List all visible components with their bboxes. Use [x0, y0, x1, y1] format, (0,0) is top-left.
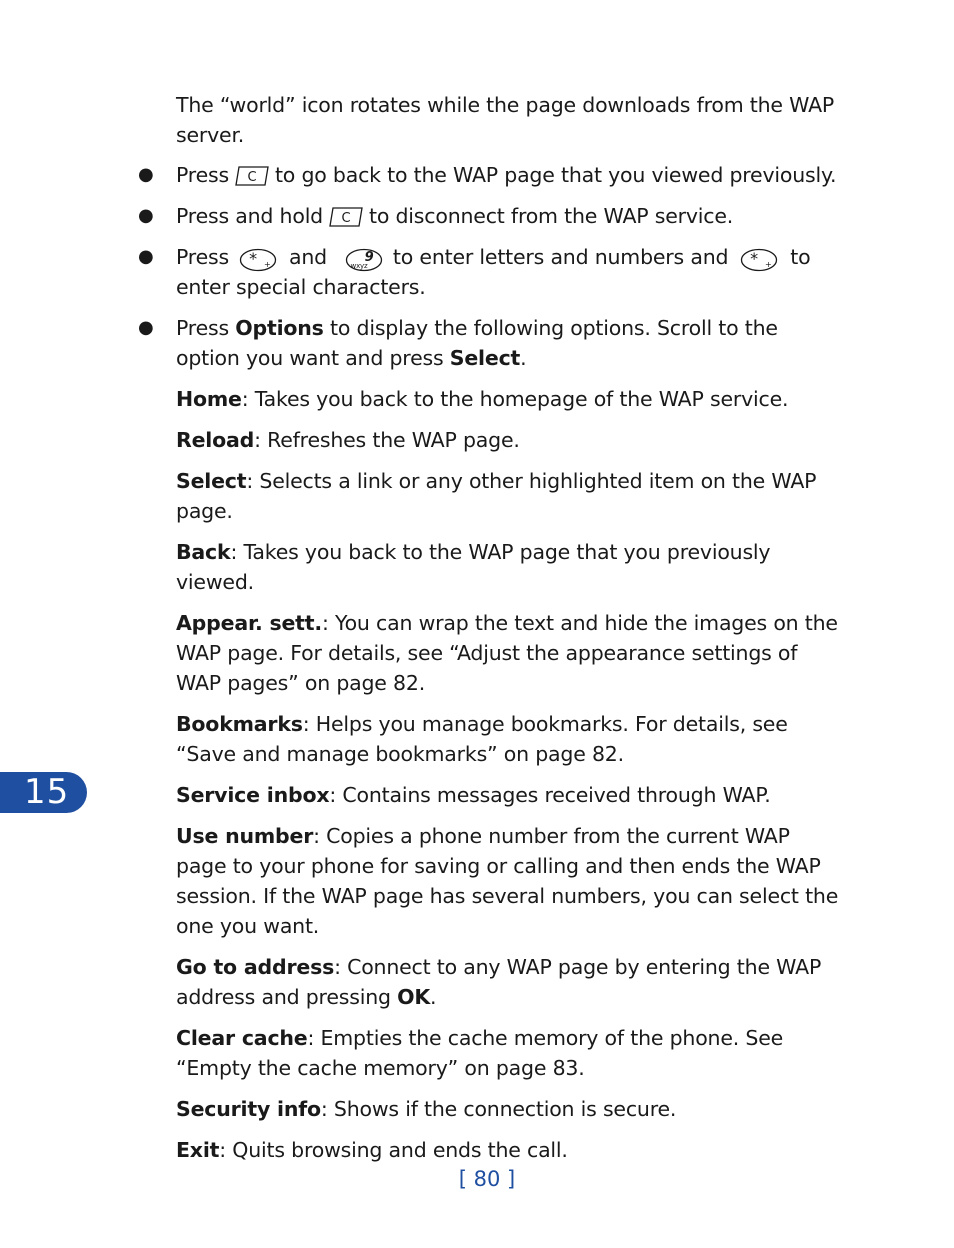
bullet-dot: ● — [138, 205, 154, 226]
svg-text:+: + — [263, 260, 271, 269]
c-key-icon — [329, 207, 363, 227]
svg-text:+: + — [765, 260, 772, 269]
option-select: Select: Selects a link or any other highlighted item on the WAP page. — [176, 469, 817, 523]
star-key-icon — [239, 248, 277, 268]
options-term: Options — [235, 316, 324, 340]
option-security-info: Security info: Shows if the connection is secure. — [176, 1097, 677, 1121]
page-content — [138, 90, 840, 1176]
option-back: Back: Takes you back to the WAP page that you previously viewed. — [176, 540, 771, 594]
bullet-dot: ● — [138, 246, 154, 267]
bullet-disconnect: ● Press and hold C to disconnect from the WAP service. — [176, 201, 840, 231]
bullet-enter-characters: ● Press * + and 9 wxyz to enter letters and numbers and * + to enter special characters. — [176, 242, 840, 302]
bullet-options: ● Press Options to display the following options. Scroll to the option you want and press Select. — [176, 313, 840, 373]
bullet-dot: ● — [138, 317, 154, 338]
c-key-icon — [235, 166, 269, 186]
option-use-number: Use number: Copies a phone number from the current WAP page to your phone for saving or calling and then ends the WAP session. If the WAP page has several numbers, you can select the one you want. — [176, 824, 839, 938]
c-key-label: C — [341, 211, 351, 226]
select-term: Select — [449, 346, 521, 370]
option-service-inbox: Service inbox: Contains messages received through WAP. — [176, 783, 771, 807]
option-exit: Exit: Quits browsing and ends the call. — [176, 1138, 568, 1162]
star-key-label: * — [750, 249, 759, 268]
nine-key-letters: wxyz — [350, 262, 368, 270]
bullet-back: ● Press C to go back to the WAP page that you viewed previously. — [176, 160, 840, 190]
option-go-to-address: Go to address: Connect to any WAP page by entering the WAP address and pressing OK. — [176, 955, 822, 1009]
chapter-tab: 15 — [0, 772, 87, 813]
option-bookmarks: Bookmarks: Helps you manage bookmarks. For details, see “Save and manage bookmarks” on page 82. — [176, 712, 788, 766]
option-clear-cache: Clear cache: Empties the cache memory of the phone. See “Empty the cache memory” on page 83. — [176, 1026, 784, 1080]
star-key-label: * — [249, 249, 257, 268]
page-number: [ 80 ] — [458, 1167, 516, 1191]
c-key-label: C — [247, 170, 257, 185]
nine-key-icon — [345, 248, 383, 268]
option-appear-sett: Appear. sett.: You can wrap the text and hide the images on the WAP page. For details, see “Adjust the appearance settings of WAP pages” on page 82. — [176, 611, 838, 695]
nine-key-label: 9 — [364, 250, 374, 265]
intro-text: The “world” icon rotates while the page downloads from the WAP server. — [176, 93, 835, 147]
star-key-icon — [740, 248, 778, 268]
option-reload: Reload: Refreshes the WAP page. — [176, 428, 520, 452]
option-home: Home: Takes you back to the homepage of the WAP service. — [176, 387, 789, 411]
bullet-dot: ● — [138, 164, 154, 185]
